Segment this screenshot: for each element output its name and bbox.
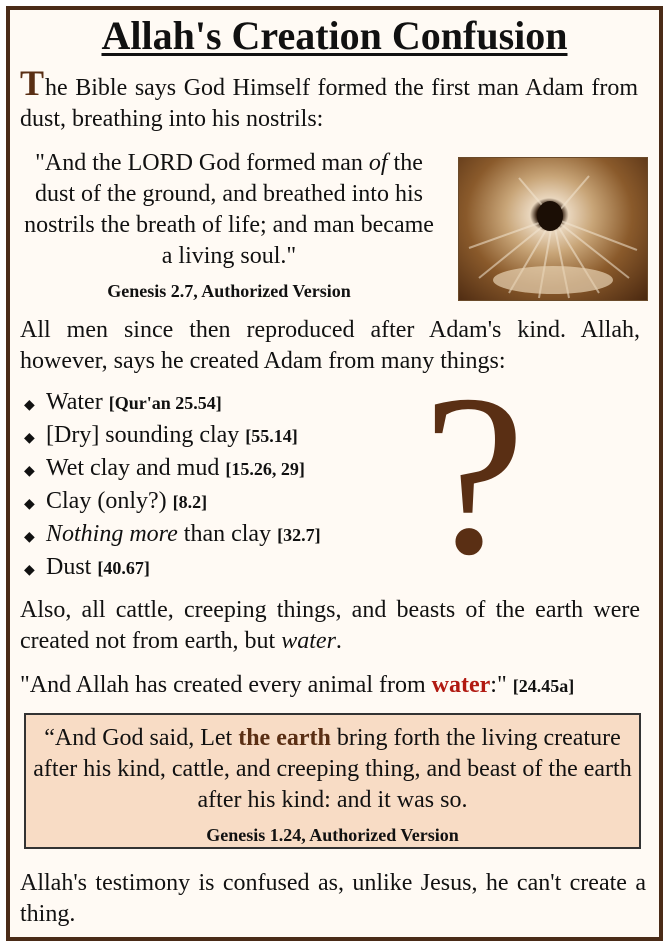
verse-reference: [24.45a] — [512, 676, 575, 696]
list-item: ◆ Nothing more than clay [32.7] — [46, 518, 321, 551]
genesis-2-7-citation: Genesis 2.7, Authorized Version — [107, 281, 351, 301]
verse-reference: [55.14] — [245, 426, 298, 446]
cattle-paragraph: Also, all cattle, creeping things, and beasts of the earth were created not from earth, but water. — [20, 597, 640, 654]
bullet-icon: ◆ — [24, 398, 35, 413]
highlight-water: water — [431, 672, 491, 698]
dust-man-photo — [458, 157, 648, 301]
verse-reference: [15.26, 29] — [225, 459, 305, 479]
list-item: ◆ [Dry] sounding clay [55.14] — [46, 419, 321, 452]
dust-figure-image — [459, 158, 647, 300]
page-title: Allah's Creation Confusion — [101, 13, 568, 58]
list-item: ◆ Water [Qur'an 25.54] — [46, 386, 321, 419]
bullet-icon: ◆ — [24, 497, 35, 512]
bullet-icon: ◆ — [24, 431, 35, 446]
drop-cap: T — [20, 63, 45, 103]
adam-paragraph: All men since then reproduced after Adam's kind. Allah, however, says he created Adam from many things: — [20, 317, 640, 374]
list-item: ◆ Dust [40.67] — [46, 551, 321, 584]
genesis-1-24-citation: Genesis 1.24, Authorized Version — [206, 825, 459, 845]
intro-paragraph — [20, 63, 638, 135]
list-item: ◆ Clay (only?) [8.2] — [46, 485, 321, 518]
verse-reference: [8.2] — [172, 492, 208, 512]
genesis-1-24-text: “And God said, Let the earth bring forth the living creature after his kind, cattle, and creeping thing, and beast of the earth after his kind: and it was so. — [33, 725, 632, 813]
bullet-icon: ◆ — [24, 530, 35, 545]
genesis-2-7-quote — [20, 148, 438, 307]
bullet-icon: ◆ — [24, 563, 35, 578]
conclusion-paragraph: Allah's testimony is confused as, unlike Jesus, he can't create a thing. — [20, 870, 646, 927]
genesis-1-24-box — [24, 713, 641, 849]
intro-text: he Bible says God Himself formed the first man Adam from dust, breathing into his nostrils: — [20, 75, 638, 132]
highlight-the-earth: the earth — [238, 725, 331, 751]
bullet-icon: ◆ — [24, 464, 35, 479]
creation-materials-list — [24, 386, 321, 584]
verse-reference: [Qur'an 25.54] — [108, 393, 222, 413]
list-item: ◆ Wet clay and mud [15.26, 29] — [46, 452, 321, 485]
question-mark-graphic: ? — [423, 347, 526, 602]
verse-reference: [40.67] — [97, 558, 150, 578]
genesis-2-7-text: "And the LORD God formed man of the dust of the ground, and breathed into his nostrils the breath of life; and man became a living soul." — [24, 150, 434, 269]
verse-reference: [32.7] — [277, 525, 321, 545]
quran-24-45-quote: "And Allah has created every animal from water:" [24.45a] — [20, 672, 575, 698]
